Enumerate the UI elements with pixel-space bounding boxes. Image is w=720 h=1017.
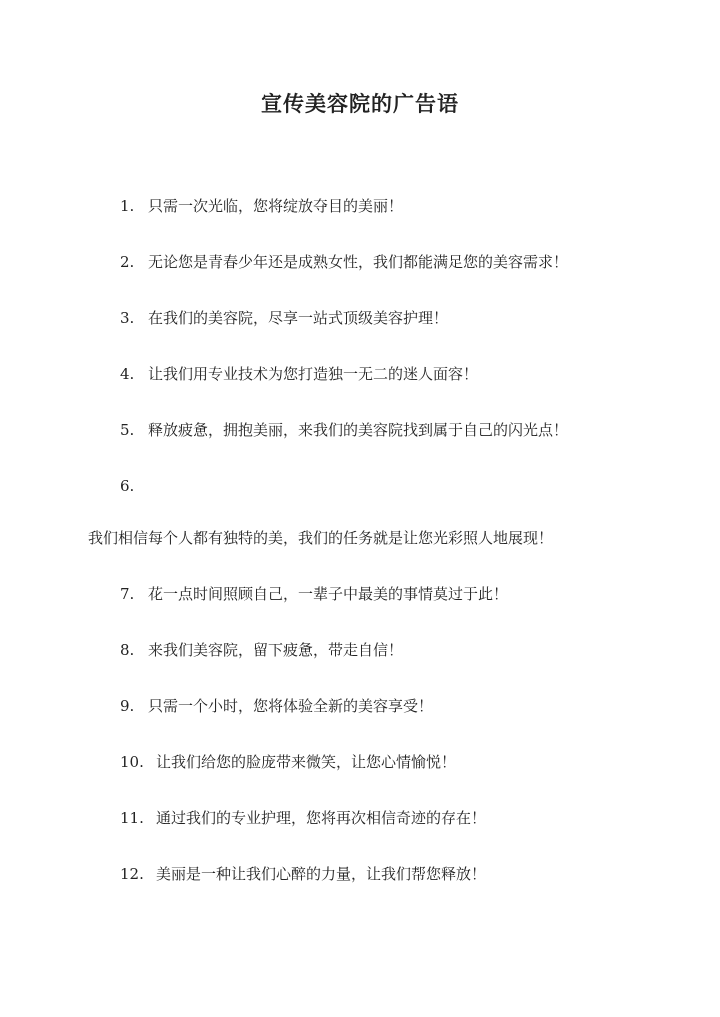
list-item [0,363,720,419]
item-number: 9. [120,697,135,715]
item-number: 2. [120,253,135,271]
page-title: 宣传美容院的广告语 [261,91,459,116]
list-item [0,807,720,863]
item-text: 花一点时间照顾自己，一辈子中最美的事情莫过于此！ [148,585,509,603]
item-number: 11. [120,809,144,827]
list-item [0,583,720,639]
item-text: 只需一个小时，您将体验全新的美容享受！ [148,697,434,715]
slogan-list [0,195,720,919]
list-item [0,863,720,919]
list-item [0,639,720,695]
item-number: 7. [120,585,135,603]
list-item [0,307,720,363]
item-text: 让我们给您的脸庞带来微笑，让您心情愉悦！ [156,753,457,771]
list-item [0,195,720,251]
list-item [0,475,720,583]
item-number: 6. [120,477,135,495]
list-item [0,419,720,475]
list-item [0,695,720,751]
item-text: 通过我们的专业护理，您将再次相信奇迹的存在！ [156,809,487,827]
list-item [0,751,720,807]
list-item [0,251,720,307]
item-text: 我们相信每个人都有独特的美，我们的任务就是让您光彩照人地展现！ [88,529,554,547]
item-text: 美丽是一种让我们心醉的力量，让我们帮您释放！ [156,865,487,883]
item-number: 3. [120,309,135,327]
item-number: 12. [120,865,144,883]
item-text: 在我们的美容院，尽享一站式顶级美容护理！ [148,309,449,327]
item-text: 让我们用专业技术为您打造独一无二的迷人面容！ [148,365,479,383]
item-number: 8. [120,641,135,659]
item-text: 释放疲惫，拥抱美丽，来我们的美容院找到属于自己的闪光点！ [148,421,569,439]
item-number: 4. [120,365,135,383]
item-text: 只需一次光临，您将绽放夺目的美丽！ [148,197,404,215]
item-number: 1. [120,197,135,215]
item-text: 来我们美容院，留下疲惫，带走自信！ [148,641,404,659]
item-number: 5. [120,421,135,439]
item-number: 10. [120,753,144,771]
item-text: 无论您是青春少年还是成熟女性，我们都能满足您的美容需求！ [148,253,569,271]
